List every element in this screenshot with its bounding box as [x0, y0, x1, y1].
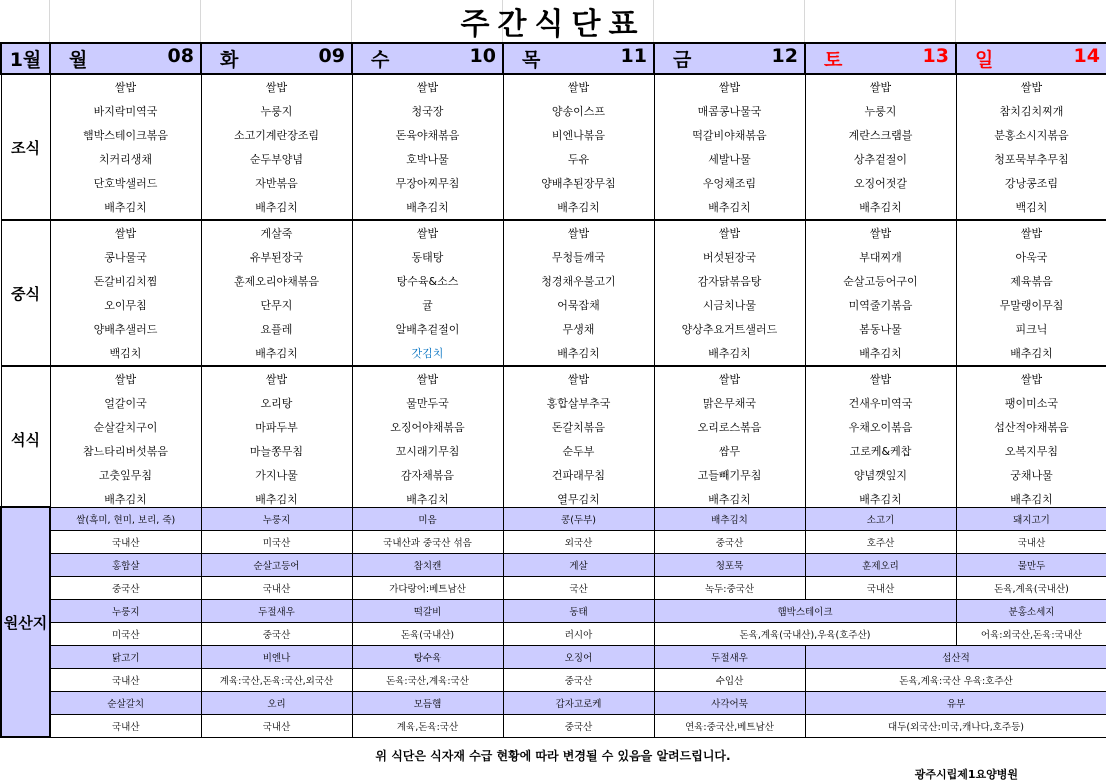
menu-item: 배추김치	[201, 487, 352, 512]
day-header	[50, 43, 201, 74]
menu-item: 꼬시래기무침	[352, 439, 503, 463]
origin-country: 국내산	[805, 576, 956, 599]
origin-item: 배추김치	[654, 507, 805, 530]
origin-item: 순살갈치	[50, 691, 201, 714]
menu-item: 제육볶음	[956, 269, 1106, 293]
hospital-name: 광주시립제1요양병원	[914, 768, 1018, 781]
menu-item: 섭산적야채볶음	[956, 415, 1106, 439]
menu-item: 시금치나물	[654, 293, 805, 317]
menu-item: 쌀밥	[50, 74, 201, 99]
menu-item: 쌀밥	[50, 220, 201, 245]
origin-item: 청포묵	[654, 553, 805, 576]
origin-item: 갑자고로케	[503, 691, 654, 714]
menu-item: 마파두부	[201, 415, 352, 439]
header-row	[1, 43, 1106, 74]
menu-item: 쌀밥	[50, 366, 201, 391]
origin-country: 돈육:국산,계육:국산	[352, 668, 503, 691]
menu-item: 쌀밥	[805, 220, 956, 245]
menu-item: 배추김치	[201, 341, 352, 366]
meal-row	[1, 366, 1106, 391]
menu-item: 매콤콩나물국	[654, 99, 805, 123]
menu-item: 피크닉	[956, 317, 1106, 341]
day-date: 11	[620, 45, 647, 67]
origin-country: 호주산	[805, 530, 956, 553]
meal-row	[1, 245, 1106, 269]
day-name: 월	[69, 49, 88, 71]
day-date: 12	[771, 45, 798, 67]
menu-item: 물만두국	[352, 391, 503, 415]
menu-item: 양배추된장무침	[503, 171, 654, 195]
menu-item: 누룽지	[805, 99, 956, 123]
menu-item: 배추김치	[503, 341, 654, 366]
menu-item: 비엔나볶음	[503, 123, 654, 147]
menu-item: 단호박샐러드	[50, 171, 201, 195]
menu-item: 쌀밥	[654, 366, 805, 391]
menu-item: 쌀밥	[956, 220, 1106, 245]
day-header	[503, 43, 654, 74]
menu-item: 두유	[503, 147, 654, 171]
meal-row	[1, 220, 1106, 245]
menu-item: 강낭콩조림	[956, 171, 1106, 195]
origin-item: 햄박스테이크	[654, 599, 956, 622]
menu-item: 양배추샐러드	[50, 317, 201, 341]
menu-item: 고들빼기무침	[654, 463, 805, 487]
day-name: 화	[220, 49, 239, 71]
menu-item: 쌀밥	[805, 74, 956, 99]
origin-item: 미음	[352, 507, 503, 530]
menu-item: 쌀밥	[654, 220, 805, 245]
origin-table	[0, 506, 1106, 738]
menu-item: 청국장	[352, 99, 503, 123]
origin-row	[1, 576, 1106, 599]
origin-country: 중국산	[50, 576, 201, 599]
menu-item: 배추김치	[654, 487, 805, 512]
menu-item: 양송이스프	[503, 99, 654, 123]
menu-item: 양념깻잎지	[805, 463, 956, 487]
menu-item: 쌀밥	[503, 74, 654, 99]
menu-item: 참느타리버섯볶음	[50, 439, 201, 463]
menu-item: 건파래무침	[503, 463, 654, 487]
origin-country: 대두(외국산:미국,캐나다,호주등)	[805, 714, 1106, 737]
menu-item: 봄동나물	[805, 317, 956, 341]
menu-item: 배추김치	[654, 195, 805, 220]
origin-country: 중국산	[503, 714, 654, 737]
meal-row	[1, 391, 1106, 415]
menu-item: 쌀밥	[956, 366, 1106, 391]
meal-row	[1, 269, 1106, 293]
menu-item: 배추김치	[654, 341, 805, 366]
meal-row	[1, 317, 1106, 341]
menu-item: 순살고등어구이	[805, 269, 956, 293]
origin-item: 순살고등어	[201, 553, 352, 576]
menu-item: 감자채볶음	[352, 463, 503, 487]
menu-item: 부대찌개	[805, 245, 956, 269]
menu-item: 쌀밥	[352, 74, 503, 99]
day-name: 금	[673, 49, 692, 71]
origin-country: 미국산	[50, 622, 201, 645]
origin-item: 참치캔	[352, 553, 503, 576]
menu-item: 배추김치	[50, 487, 201, 512]
menu-item: 돈갈비김치찜	[50, 269, 201, 293]
menu-item: 배추김치	[805, 195, 956, 220]
menu-item: 배추김치	[503, 195, 654, 220]
menu-item: 무장아찌무침	[352, 171, 503, 195]
menu-item: 순두부양념	[201, 147, 352, 171]
menu-item: 탕수육&소스	[352, 269, 503, 293]
menu-item: 갓김치	[352, 341, 503, 366]
menu-item: 백김치	[50, 341, 201, 366]
origin-row	[1, 507, 1106, 530]
menu-item: 쌀밥	[805, 366, 956, 391]
origin-item: 모듬햄	[352, 691, 503, 714]
menu-item: 배추김치	[352, 487, 503, 512]
menu-item: 단무지	[201, 293, 352, 317]
origin-item: 쌀(흑미, 현미, 보리, 죽)	[50, 507, 201, 530]
origin-item: 오징어	[503, 645, 654, 668]
origin-row	[1, 553, 1106, 576]
menu-item: 어묵잡채	[503, 293, 654, 317]
origin-country: 러시아	[503, 622, 654, 645]
origin-row	[1, 668, 1106, 691]
origin-country: 중국산	[503, 668, 654, 691]
origin-country: 돈육,계육(국내산)	[956, 576, 1106, 599]
menu-item: 마늘쫑무침	[201, 439, 352, 463]
month-cell: 1월	[1, 43, 50, 74]
menu-item: 요플레	[201, 317, 352, 341]
menu-item: 상추겉절이	[805, 147, 956, 171]
menu-item: 쌈무	[654, 439, 805, 463]
menu-item: 배추김치	[805, 487, 956, 512]
meal-row	[1, 463, 1106, 487]
menu-item: 팽이미소국	[956, 391, 1106, 415]
origin-item: 훈제오리	[805, 553, 956, 576]
menu-item: 배추김치	[805, 341, 956, 366]
menu-item: 백김치	[956, 195, 1106, 220]
menu-item: 미역줄기볶음	[805, 293, 956, 317]
menu-item: 열무김치	[503, 487, 654, 512]
menu-item: 치커리생채	[50, 147, 201, 171]
menu-item: 아욱국	[956, 245, 1106, 269]
menu-item: 쌀밥	[654, 74, 805, 99]
menu-item: 알배추겉절이	[352, 317, 503, 341]
origin-row	[1, 622, 1106, 645]
meal-row	[1, 147, 1106, 171]
meal-row	[1, 123, 1106, 147]
origin-country: 수입산	[654, 668, 805, 691]
origin-item: 소고기	[805, 507, 956, 530]
origin-row	[1, 645, 1106, 668]
menu-item: 오복지무침	[956, 439, 1106, 463]
menu-item: 궁채나물	[956, 463, 1106, 487]
day-date: 08	[167, 45, 194, 67]
origin-country: 중국산	[654, 530, 805, 553]
meal-row	[1, 293, 1106, 317]
menu-item: 분홍소시지볶음	[956, 123, 1106, 147]
day-name: 수	[371, 49, 390, 71]
origin-item: 유부	[805, 691, 1106, 714]
menu-item: 동태탕	[352, 245, 503, 269]
menu-item: 게살죽	[201, 220, 352, 245]
origin-country: 국내산	[201, 576, 352, 599]
meal-row	[1, 439, 1106, 463]
origin-country: 국내산	[956, 530, 1106, 553]
menu-item: 양상추요거트샐러드	[654, 317, 805, 341]
menu-item: 홍합살부추국	[503, 391, 654, 415]
origin-item: 섭산적	[805, 645, 1106, 668]
origin-country: 가다랑어:베트남산	[352, 576, 503, 599]
menu-item: 고춧잎무침	[50, 463, 201, 487]
origin-row	[1, 530, 1106, 553]
day-date: 13	[922, 45, 949, 67]
menu-item: 우채오이볶음	[805, 415, 956, 439]
menu-item: 쌀밥	[352, 366, 503, 391]
menu-item: 쌀밥	[503, 220, 654, 245]
menu-item: 무말랭이무침	[956, 293, 1106, 317]
menu-item: 참치김치찌개	[956, 99, 1106, 123]
menu-item: 오리로스볶음	[654, 415, 805, 439]
day-name: 일	[975, 49, 994, 71]
menu-item: 훈제오리야채볶음	[201, 269, 352, 293]
menu-item: 유부된장국	[201, 245, 352, 269]
menu-item: 맑은무채국	[654, 391, 805, 415]
menu-item: 바지락미역국	[50, 99, 201, 123]
menu-item: 우엉채조림	[654, 171, 805, 195]
menu-item: 얼갈이국	[50, 391, 201, 415]
day-header	[201, 43, 352, 74]
notice-text: 위 식단은 식자재 수급 현황에 따라 변경될 수 있음을 알려드립니다.	[375, 749, 731, 763]
menu-item: 무생채	[503, 317, 654, 341]
origin-row	[1, 599, 1106, 622]
menu-item: 자반볶음	[201, 171, 352, 195]
origin-country: 국내산	[201, 714, 352, 737]
origin-item: 게살	[503, 553, 654, 576]
origin-country: 국내산	[50, 714, 201, 737]
menu-item: 가지나물	[201, 463, 352, 487]
origin-item: 누룽지	[201, 507, 352, 530]
origin-country: 국내산	[50, 530, 201, 553]
menu-item: 쌀밥	[201, 366, 352, 391]
menu-item: 순두부	[503, 439, 654, 463]
origin-item: 사각어묵	[654, 691, 805, 714]
origin-country: 연육:중국산,베트남산	[654, 714, 805, 737]
menu-item: 고로케&케찹	[805, 439, 956, 463]
menu-item: 소고기계란장조림	[201, 123, 352, 147]
origin-country: 국내산과 중국산 섞음	[352, 530, 503, 553]
menu-item: 햄박스테이크볶음	[50, 123, 201, 147]
menu-item: 무청들깨국	[503, 245, 654, 269]
menu-item: 배추김치	[956, 341, 1106, 366]
day-header	[654, 43, 805, 74]
day-name: 토	[824, 49, 843, 71]
page-title: 주간식단표	[460, 7, 646, 42]
origin-item: 탕수육	[352, 645, 503, 668]
meal-row	[1, 99, 1106, 123]
menu-item: 쌀밥	[956, 74, 1106, 99]
menu-item: 오이무침	[50, 293, 201, 317]
origin-country: 외국산	[503, 530, 654, 553]
menu-item: 돈갈치볶음	[503, 415, 654, 439]
day-date: 10	[469, 45, 496, 67]
meal-label: 석식	[1, 366, 50, 512]
origin-country: 녹두:중국산	[654, 576, 805, 599]
day-header	[805, 43, 956, 74]
day-date: 09	[318, 45, 345, 67]
origin-country: 돈육(국내산)	[352, 622, 503, 645]
menu-item: 계란스크램블	[805, 123, 956, 147]
menu-item: 청포묵부추무침	[956, 147, 1106, 171]
origin-country: 돈육,계육:국산 우육:호주산	[805, 668, 1106, 691]
origin-item: 떡갈비	[352, 599, 503, 622]
origin-country: 미국산	[201, 530, 352, 553]
day-header	[956, 43, 1106, 74]
origin-item: 동태	[503, 599, 654, 622]
origin-item: 콩(두부)	[503, 507, 654, 530]
menu-item: 떡갈비야채볶음	[654, 123, 805, 147]
meal-label: 조식	[1, 74, 50, 220]
origin-country: 어육:외국산,돈육:국내산	[956, 622, 1106, 645]
meal-row	[1, 74, 1106, 99]
origin-item: 두절새우	[201, 599, 352, 622]
origin-item: 누룽지	[50, 599, 201, 622]
menu-item: 건새우미역국	[805, 391, 956, 415]
meal-row	[1, 171, 1106, 195]
origin-country: 계육,돈육:국산	[352, 714, 503, 737]
origin-row	[1, 691, 1106, 714]
menu-item: 오리탕	[201, 391, 352, 415]
origin-item: 두절새우	[654, 645, 805, 668]
menu-item: 청경채우불고기	[503, 269, 654, 293]
menu-item: 배추김치	[201, 195, 352, 220]
meal-row	[1, 415, 1106, 439]
menu-item: 배추김치	[352, 195, 503, 220]
origin-item: 돼지고기	[956, 507, 1106, 530]
day-name: 목	[522, 49, 541, 71]
origin-item: 닭고기	[50, 645, 201, 668]
menu-table	[0, 42, 1106, 513]
origin-country: 국산	[503, 576, 654, 599]
origin-country: 국내산	[50, 668, 201, 691]
menu-item: 쌀밥	[352, 220, 503, 245]
day-date: 14	[1073, 45, 1100, 67]
menu-item: 쌀밥	[503, 366, 654, 391]
origin-row	[1, 714, 1106, 737]
meal-row	[1, 195, 1106, 220]
meal-row	[1, 341, 1106, 366]
menu-item: 오징어젓갈	[805, 171, 956, 195]
origin-item: 분홍소세지	[956, 599, 1106, 622]
origin-item: 홍합살	[50, 553, 201, 576]
origin-country: 계육:국산,돈육:국산,외국산	[201, 668, 352, 691]
menu-item: 돈육야채볶음	[352, 123, 503, 147]
day-header	[352, 43, 503, 74]
origin-country: 중국산	[201, 622, 352, 645]
menu-item: 오징어야채볶음	[352, 415, 503, 439]
origin-label: 원산지	[1, 507, 50, 737]
menu-item: 귤	[352, 293, 503, 317]
menu-item: 배추김치	[50, 195, 201, 220]
origin-item: 오리	[201, 691, 352, 714]
menu-item: 순살갈치구이	[50, 415, 201, 439]
menu-item: 배추김치	[956, 487, 1106, 512]
meal-label: 중식	[1, 220, 50, 366]
menu-item: 호박나물	[352, 147, 503, 171]
menu-item: 세발나물	[654, 147, 805, 171]
origin-item: 비엔나	[201, 645, 352, 668]
origin-country: 돈육,계육(국내산),우육(호주산)	[654, 622, 956, 645]
menu-item: 쌀밥	[201, 74, 352, 99]
menu-item: 콩나물국	[50, 245, 201, 269]
menu-item: 버섯된장국	[654, 245, 805, 269]
menu-item: 감자닭볶음탕	[654, 269, 805, 293]
menu-item: 누룽지	[201, 99, 352, 123]
origin-item: 물만두	[956, 553, 1106, 576]
